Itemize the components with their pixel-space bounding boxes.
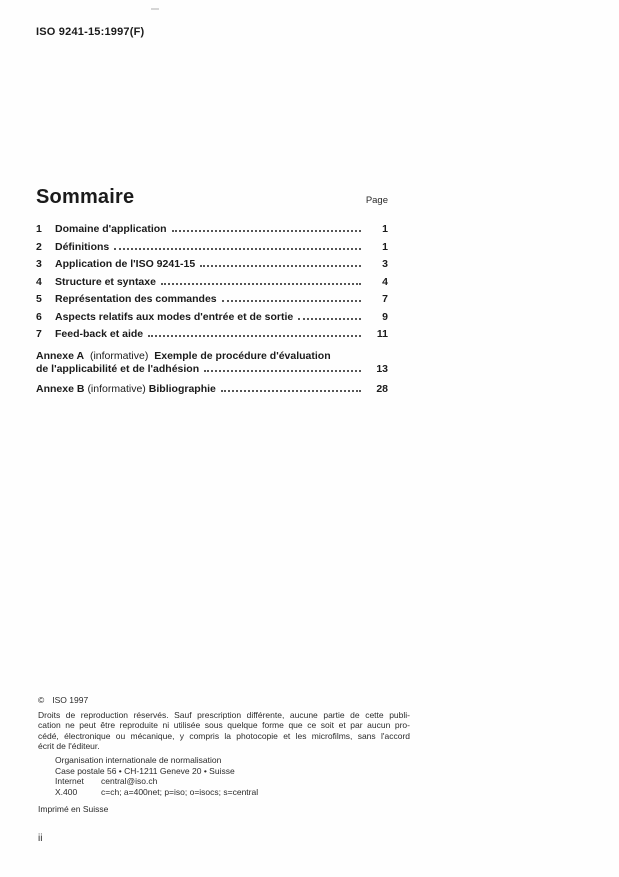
toc-entry <box>36 328 388 346</box>
annexe-b-title: Bibliographie <box>148 382 216 395</box>
toc-entry <box>36 223 388 241</box>
toc-entry-number: 7 <box>36 328 42 340</box>
copyright-symbol: © <box>38 695 45 705</box>
toc-entry <box>36 241 388 259</box>
toc-entry <box>36 293 388 311</box>
toc-entry-number: 6 <box>36 310 42 323</box>
toc-entry-page: 7 <box>382 293 388 305</box>
internet-contact-row <box>55 776 410 787</box>
printed-in-line: Imprimé en Suisse <box>38 803 109 814</box>
annexe-b-qualifier: (informative) <box>87 382 146 395</box>
toc-entry-page: 1 <box>382 223 388 235</box>
toc-entry-number: 1 <box>36 223 42 235</box>
toc-entry <box>36 311 388 329</box>
document-reference-header: ISO 9241-15:1997(F) <box>36 26 145 38</box>
annexe-a-label: Annexe A <box>36 349 85 362</box>
annexe-b-page: 28 <box>376 382 388 395</box>
toc-entry-title: Représentation des commandes <box>55 293 217 305</box>
toc-entry-page: 9 <box>382 310 388 323</box>
dotted-leader <box>298 318 361 320</box>
toc-entry-title: Feed-back et aide <box>55 328 144 340</box>
annexe-a-title-continuation: de l'applicabilité et de l'adhésion <box>36 362 200 375</box>
toc-entry-page: 1 <box>382 240 388 253</box>
annexe-a-line1 <box>36 350 388 363</box>
rights-line: écrit de l'éditeur. <box>38 740 100 751</box>
annexe-a-qualifier: (informative) <box>89 349 149 362</box>
copyright-line <box>38 695 410 705</box>
x400-address: c=ch; a=400net; p=iso; o=isocs; s=central <box>101 786 259 797</box>
toc-header <box>36 186 388 209</box>
annexe-b-row <box>36 381 388 398</box>
toc-entry-number: 4 <box>36 275 42 288</box>
toc-page-column-label: Page <box>365 195 388 206</box>
toc-entry-page: 4 <box>382 275 388 288</box>
scan-artifact <box>151 8 159 10</box>
rights-line: cation ne peut être reproduite ni utilisée sous quelque forme que ce soit et par aucun pro- <box>38 720 410 731</box>
toc-entry-title: Application de l'ISO 9241-15 <box>55 258 196 270</box>
x400-contact-row <box>55 787 410 798</box>
dotted-leader <box>148 335 361 337</box>
table-of-contents <box>36 186 388 398</box>
toc-entry-page: 3 <box>382 258 388 270</box>
toc-title: Sommaire <box>36 186 135 208</box>
copyright-text: ISO 1997 <box>52 695 89 705</box>
dotted-leader <box>114 248 361 250</box>
toc-entry <box>36 276 388 294</box>
toc-entry <box>36 258 388 276</box>
dotted-leader <box>222 300 361 302</box>
rights-notice <box>38 710 410 751</box>
annexe-b-label: Annexe B <box>36 382 85 395</box>
internet-email: central@iso.ch <box>101 776 158 787</box>
toc-entry-page: 11 <box>376 328 388 340</box>
toc-entry-title: Structure et syntaxe <box>55 275 156 288</box>
toc-annexe-b <box>36 381 388 398</box>
toc-annexe-a <box>36 350 388 376</box>
toc-entry-number: 3 <box>36 258 42 270</box>
rights-line: Droits de reproduction réservés. Sauf prescription différente, aucune partie de cette publi- <box>38 710 410 720</box>
internet-label: Internet <box>55 776 84 787</box>
annexe-a-title: Exemple de procédure d'évaluation <box>154 349 331 362</box>
toc-entry-title: Domaine d'application <box>55 223 167 235</box>
dotted-leader <box>200 265 361 267</box>
page-number-folio: ii <box>38 833 43 844</box>
publisher-org-name: Organisation internationale de normalisation <box>55 755 222 766</box>
publisher-address <box>55 755 410 797</box>
dotted-leader <box>172 230 361 232</box>
publisher-postal-address: Case postale 56 • CH-1211 Geneve 20 • Suisse <box>55 765 235 776</box>
toc-entries <box>36 223 388 398</box>
x400-label: X.400 <box>55 786 78 797</box>
toc-entry-title: Définitions <box>55 240 110 253</box>
toc-entry-number: 5 <box>36 293 42 305</box>
annexe-a-page: 13 <box>376 362 388 375</box>
dotted-leader <box>221 390 361 392</box>
dotted-leader <box>161 283 361 285</box>
rights-line: cédé, électronique ou mécanique, y compris la photocopie et les microfilms, sans l'accord <box>38 730 410 741</box>
toc-entry-title: Aspects relatifs aux modes d'entrée et de sortie <box>55 310 294 323</box>
toc-entry-number: 2 <box>36 240 42 253</box>
annexe-a-line2 <box>36 363 388 376</box>
dotted-leader <box>204 370 361 372</box>
imprint-block <box>38 695 410 814</box>
